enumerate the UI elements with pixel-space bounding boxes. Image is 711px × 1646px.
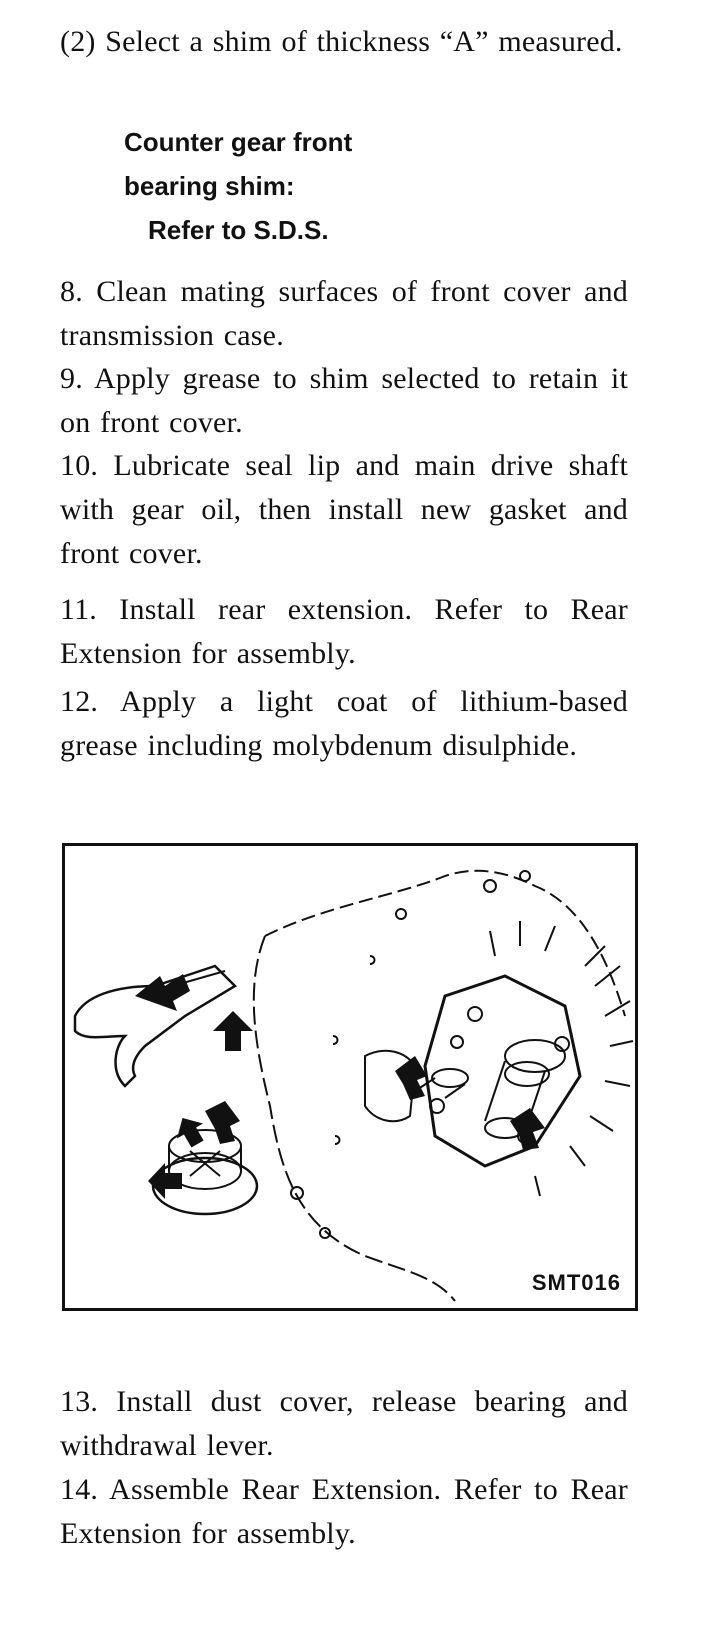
step-8: 8. Clean mating surfaces of front cover and transmission case.: [60, 275, 628, 352]
spec-line-3: Refer to S.D.S.: [148, 215, 329, 245]
step-shim-select: (2) Select a shim of thickness “A” measured.: [60, 25, 623, 58]
step-10: 10. Lubricate seal lip and main drive shaft with gear oil, then install new gasket and front cover.: [60, 449, 628, 570]
step-9: 9. Apply grease to shim selected to retain it on front cover.: [60, 362, 628, 439]
transmission-illustration: [65, 846, 635, 1308]
assembly-figure: [62, 843, 638, 1311]
case-outline-left: [254, 936, 455, 1301]
spec-block: [124, 120, 352, 252]
step-13: 13. Install dust cover, release bearing and withdrawal lever.: [60, 1385, 628, 1462]
spec-line-1: Counter gear front: [124, 127, 353, 157]
step-11: 11. Install rear extension. Refer to Rear Extension for assembly.: [60, 593, 628, 670]
step-12: 12. Apply a light coat of lithium-based grease including molybdenum disulphide.: [60, 685, 628, 762]
step-14: 14. Assemble Rear Extension. Refer to Rear Extension for assembly.: [60, 1473, 628, 1550]
figure-code: SMT016: [531, 1270, 621, 1295]
case-outline: [265, 871, 625, 1016]
spec-line-2: bearing shim:: [124, 171, 295, 201]
